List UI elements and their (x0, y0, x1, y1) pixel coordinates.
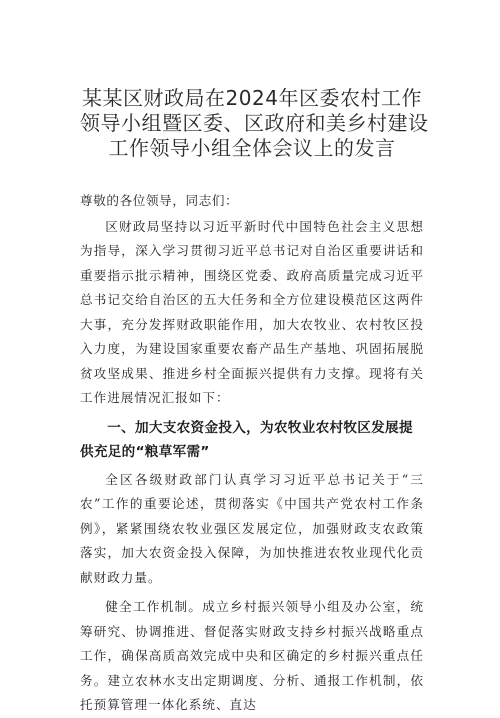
section-1-heading: 一、加大支农资金投入，为农牧业农村牧区发展提供充足的“粮草军需” (80, 419, 413, 460)
document-title (80, 86, 429, 161)
title-line-3: 工作领导小组全体会议上的发言 (108, 136, 396, 160)
salutation: 尊敬的各位领导，同志们： (80, 193, 239, 208)
section-1-paragraph-2: 健全工作机制。成立乡村振兴领导小组及办公室，统筹研究、协调推进、督促落实财政支持乡村振兴战略重点工作，确保高质高效完成中央和区确定的乡村振兴重点任务。建立农林水支出定期调度、分析、通报工作机制，依托预算管理一体化系统、直达 (80, 599, 424, 712)
title-line-2: 领导小组暨区委、区政府和美乡村建设 (80, 111, 429, 135)
section-1-paragraph-1: 全区各级财政部门认真学习习近平总书记关于“三农”工作的重要论述，贯彻落实《中国共产党农村工作条例》，紧紧围绕农牧业强区发展定位，加强财政支农政策落实，加大农资金投入保障，为加快推进农牧业现代化贡献财政力量。 (80, 471, 424, 585)
intro-paragraph: 区财政局坚持以习近平新时代中国特色社会主义思想为指导，深入学习贯彻习近平总书记对自治区重要讲话和重要指示批示精神，围绕区党委、政府高质量完成习近平总书记交给自治区的五大任务和全方位建设模范区这两件大事，充分发挥财政职能作用，加大农牧业、农村牧区投入力度，为建设国家重要农畜产品生产基地、巩固拓展脱贫攻坚成果、推进乡村全面振兴提供有力支撑。现将有关工作进展情况汇报如下： (80, 218, 424, 405)
title-line-1: 某某区财政局在2024年区委农村工作 (82, 86, 422, 110)
